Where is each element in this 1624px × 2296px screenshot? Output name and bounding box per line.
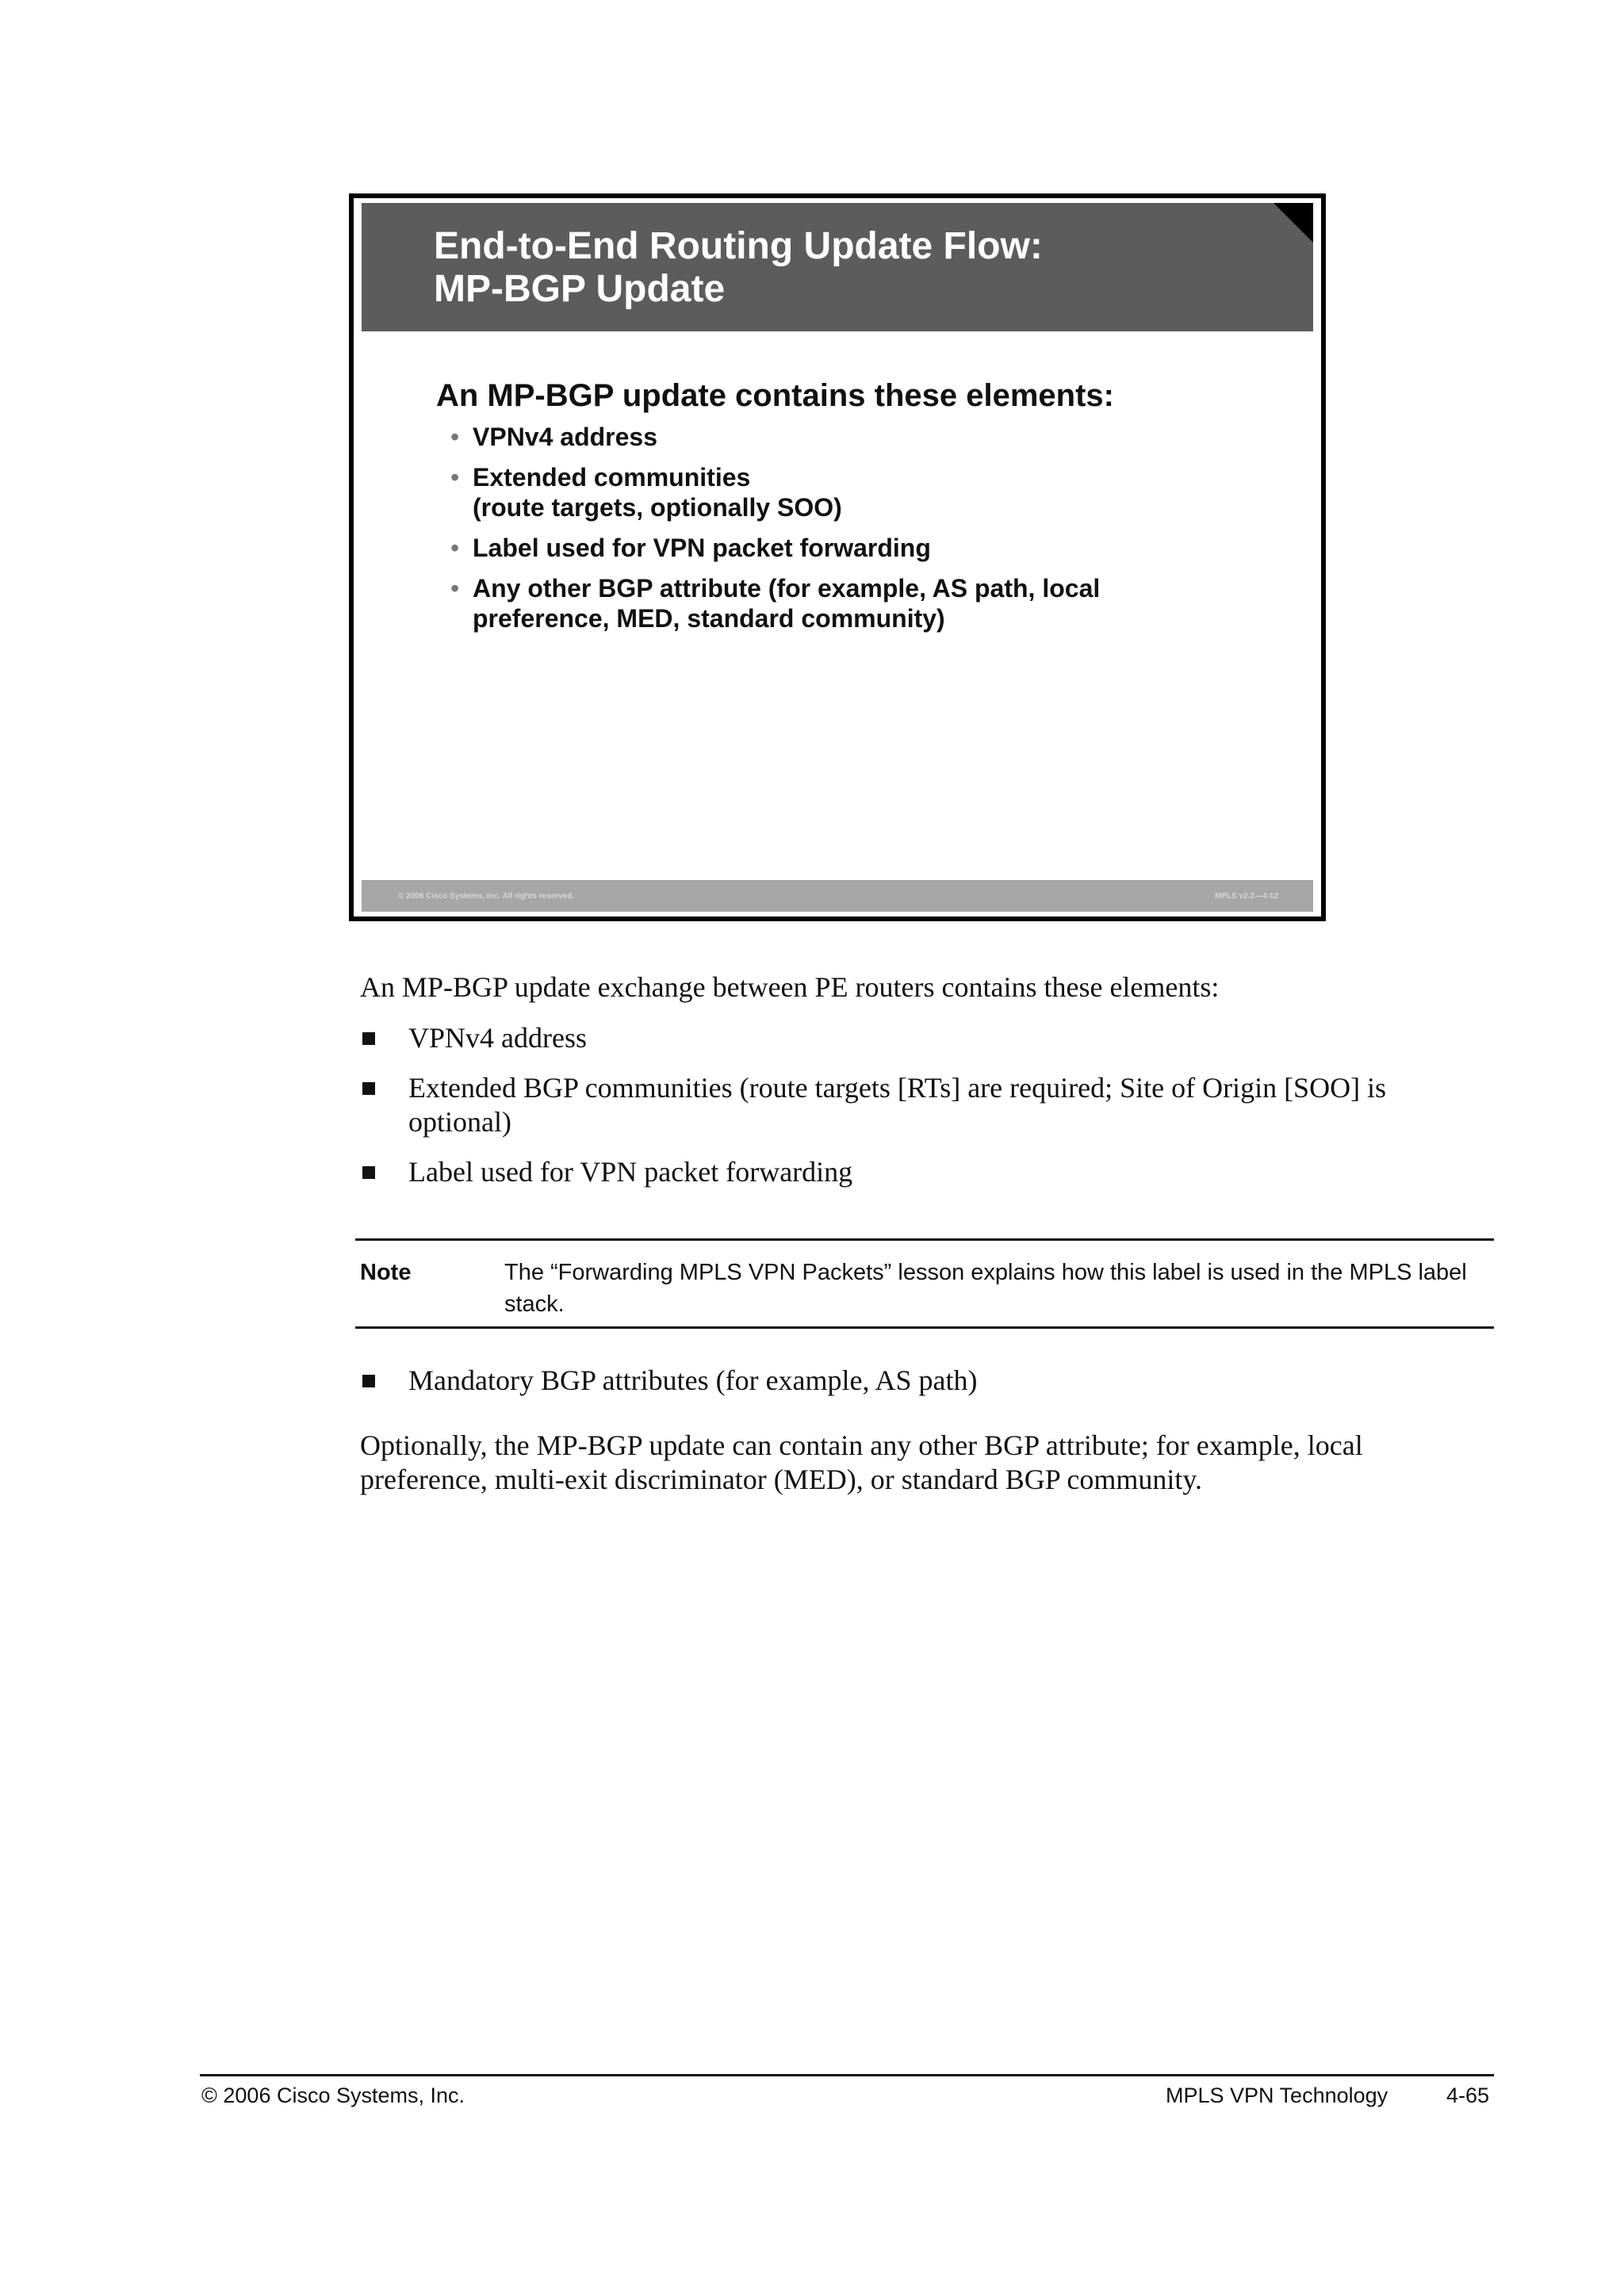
- slide-header: [362, 203, 1313, 331]
- slide-title-line-2: MP-BGP Update: [434, 268, 726, 310]
- note-text: The “Forwarding MPLS VPN Packets” lesson explains how this label is used in the MPLS label stack.: [504, 1260, 1467, 1317]
- slide-corner-decoration: [1274, 203, 1313, 243]
- slide-body: [436, 377, 1293, 644]
- slide-bullet-text: Label used for VPN packet forwarding: [473, 534, 931, 562]
- bullet-dot-icon: •: [450, 534, 460, 562]
- footer-book-title: MPLS VPN Technology: [1166, 2084, 1388, 2107]
- slide-bullet: [436, 533, 1293, 563]
- slide-bullet-text: Extended communities: [473, 463, 751, 492]
- slide-footer-copyright: © 2006 Cisco Systems, Inc. All rights reserved.: [398, 892, 575, 901]
- list-item: [360, 1071, 1494, 1139]
- slide-bullet-text: VPNv4 address: [473, 423, 658, 451]
- slide-bullet-text: Any other BGP attribute (for example, AS path, local: [473, 574, 1101, 603]
- slide-bullet-text: (route targets, optionally SOO): [473, 493, 842, 522]
- list-item-text: VPNv4 address: [408, 1022, 587, 1054]
- slide-bullet: [436, 422, 1293, 452]
- footer-rule: [200, 2074, 1494, 2076]
- square-bullet-icon: [362, 1082, 375, 1095]
- square-bullet-icon: [362, 1166, 375, 1179]
- list-item: [360, 1021, 1494, 1055]
- element-list: [360, 1021, 1494, 1205]
- square-bullet-icon: [362, 1375, 375, 1387]
- bullet-dot-icon: •: [450, 574, 460, 603]
- slide-bullet: [436, 462, 1293, 522]
- intro-paragraph: An MP-BGP update exchange between PE routers contains these elements:: [360, 971, 1220, 1003]
- slide-subtitle: An MP-BGP update contains these elements:: [436, 378, 1114, 413]
- slide-bullet-text: preference, MED, standard community): [473, 604, 945, 633]
- footer-copyright: © 2006 Cisco Systems, Inc.: [201, 2084, 465, 2107]
- bullet-dot-icon: •: [450, 423, 460, 451]
- list-item-text: Mandatory BGP attributes (for example, AS path): [408, 1364, 978, 1396]
- list-item-text: Extended BGP communities (route targets [RTs] are required; Site of Origin [SOO] is optional): [408, 1072, 1387, 1138]
- list-item-text: Label used for VPN packet forwarding: [408, 1156, 853, 1188]
- slide-bullet-list: [436, 422, 1293, 633]
- optional-paragraph: Optionally, the MP-BGP update can contain any other BGP attribute; for example, local preference, multi-exit discriminator (MED), or standard BGP community.: [360, 1429, 1363, 1495]
- slide-footer: [362, 880, 1313, 912]
- bullet-dot-icon: •: [450, 463, 460, 492]
- note-label: Note: [360, 1260, 412, 1285]
- slide-image: [349, 193, 1326, 921]
- slide-bullet: [436, 573, 1293, 633]
- note-box: [355, 1238, 1494, 1329]
- element-list-continued: [360, 1364, 1494, 1414]
- footer-page-number: 4-65: [1446, 2084, 1490, 2107]
- list-item: [360, 1155, 1494, 1189]
- square-bullet-icon: [362, 1032, 375, 1045]
- slide-footer-code: MPLS v2.2—4-12: [1214, 892, 1278, 901]
- slide-title-line-1: End-to-End Routing Update Flow:: [434, 225, 1043, 267]
- list-item: [360, 1364, 1494, 1398]
